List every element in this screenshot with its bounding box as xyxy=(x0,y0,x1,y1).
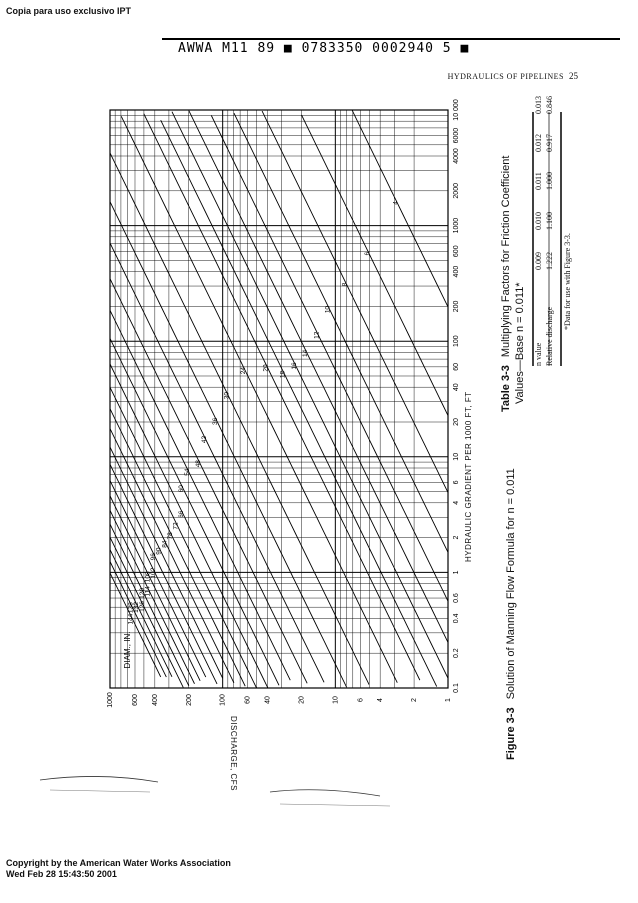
table-footnote: *Data for use with Figure 3-3. xyxy=(563,233,572,330)
diameter-label: 6 xyxy=(364,251,372,256)
diameter-label: 114 xyxy=(144,586,152,597)
page-number: 25 xyxy=(569,71,578,81)
table-cell: 0.846 xyxy=(545,96,554,114)
date-line: Wed Feb 28 15:43:50 2001 xyxy=(6,869,117,879)
x-tick-label: 2 xyxy=(453,535,460,540)
diameter-label: 144 xyxy=(127,613,135,625)
copyright-footer xyxy=(6,858,231,880)
y-tick-label: 4 xyxy=(377,698,385,702)
y-tick-label: 1000 xyxy=(107,692,114,708)
x-tick-label: 60 xyxy=(453,362,460,371)
y-tick-label: 1 xyxy=(445,698,452,702)
y-axis-title: DISCHARGE, CFS xyxy=(229,716,238,792)
diameter-label: 48 xyxy=(195,460,203,468)
figure-title: Solution of Manning Flow Formula for n = 0.011 xyxy=(505,468,517,700)
diameter-label: 120 xyxy=(138,588,146,599)
copy-notice: Copia para uso exclusivo IPT xyxy=(6,6,132,16)
diameter-label: 90 xyxy=(155,547,163,555)
table-cell: 1.100 xyxy=(545,212,554,230)
x-tick-label: 4000 xyxy=(453,148,460,164)
x-tick-label: 1000 xyxy=(453,217,460,234)
diameter-label: 96 xyxy=(150,553,158,561)
table-caption-line2: Values—Base n = 0.011* xyxy=(514,282,526,404)
x-tick-label: 6000 xyxy=(453,127,460,144)
table-label: Table 3-3 xyxy=(500,365,512,412)
x-tick-label: 0.2 xyxy=(453,648,460,659)
x-tick-label: 6 xyxy=(453,480,460,485)
table-cell: 0.011 xyxy=(534,172,543,190)
diameter-label: 72 xyxy=(172,522,180,530)
x-tick-label: 10 xyxy=(453,452,460,461)
diameter-label: 30 xyxy=(223,392,231,400)
diameter-label: 42 xyxy=(200,435,208,444)
table-title-line1: Multiplying Factors for Friction Coefficient xyxy=(500,155,512,358)
y-tick-label: 6 xyxy=(357,698,365,702)
y-tick-label: 600 xyxy=(131,694,139,706)
table-row1-label: n value xyxy=(534,342,543,366)
copyright-line: Copyright by the American Water Works Association xyxy=(6,858,231,868)
x-tick-label: 100 xyxy=(453,335,460,348)
y-tick-label: 200 xyxy=(185,694,193,706)
y-tick-label: 40 xyxy=(264,696,272,704)
diameter-label: 4 xyxy=(392,201,400,205)
x-tick-label: 20 xyxy=(453,418,460,426)
figure-label: Figure 3-3 xyxy=(505,707,517,760)
diameter-label: 66 xyxy=(178,510,186,518)
table-cell: 0.009 xyxy=(534,252,543,270)
y-tick-label: 60 xyxy=(244,696,252,704)
y-tick-label: 10 xyxy=(332,696,340,704)
diameter-label: 102 xyxy=(150,567,158,579)
diameter-label: 10 xyxy=(324,305,332,314)
diameter-label: 12 xyxy=(313,331,321,339)
table-row2-label: Relative discharge xyxy=(545,306,554,366)
x-axis-title: HYDRAULIC GRADIENT PER 1000 FT, FT xyxy=(464,391,473,562)
running-head: HYDRAULICS OF PIPELINES xyxy=(447,72,564,81)
diameter-label: 132 xyxy=(133,601,141,613)
table-cell: 1.000 xyxy=(545,172,554,190)
diameter-label: 60 xyxy=(178,485,186,493)
diameter-label: 54 xyxy=(183,468,191,476)
diameter-label: 84 xyxy=(161,540,169,548)
x-tick-label: 200 xyxy=(453,300,460,313)
diameter-label: 108 xyxy=(144,571,152,583)
table-cell: 0.013 xyxy=(534,96,543,114)
barcode-text: AWWA M11 89 ■ 0783350 0002940 5 ■ xyxy=(178,41,470,56)
table-cell: 1.222 xyxy=(545,252,554,270)
x-tick-label: 600 xyxy=(453,245,460,258)
diameter-label: 36 xyxy=(212,417,220,425)
diameter-label: 78 xyxy=(166,532,174,540)
x-tick-label: 0.1 xyxy=(453,683,460,693)
x-tick-label: 1 xyxy=(453,570,460,575)
y-tick-label: 2 xyxy=(411,698,419,702)
x-tick-label: 400 xyxy=(453,265,460,278)
table-cell: 0.010 xyxy=(534,212,543,230)
table-cell: 0.012 xyxy=(534,134,543,152)
y-tick-label: 100 xyxy=(219,694,227,706)
x-tick-label: 0.4 xyxy=(453,613,460,624)
diameter-label: 18 xyxy=(279,370,287,379)
x-tick-label: 10 000 xyxy=(453,99,460,121)
x-tick-label: 4 xyxy=(453,500,460,505)
diameter-label: 16 xyxy=(290,362,298,370)
y-tick-label: 20 xyxy=(298,696,306,704)
diameter-label: 14 xyxy=(302,349,310,358)
diameter-label: 20 xyxy=(262,364,270,372)
y-tick-label: 400 xyxy=(151,694,159,706)
diam-axis-label: DIAM., IN. xyxy=(123,631,132,669)
x-tick-label: 2000 xyxy=(453,183,460,199)
x-tick-label: 0.6 xyxy=(453,593,460,603)
diameter-label: 138 xyxy=(127,602,135,614)
table-cell: 0.917 xyxy=(545,134,554,152)
x-tick-label: 40 xyxy=(453,383,460,392)
diameter-label: 126 xyxy=(138,601,146,612)
diameter-label: 24 xyxy=(240,366,248,375)
diameter-label: 8 xyxy=(341,282,349,287)
